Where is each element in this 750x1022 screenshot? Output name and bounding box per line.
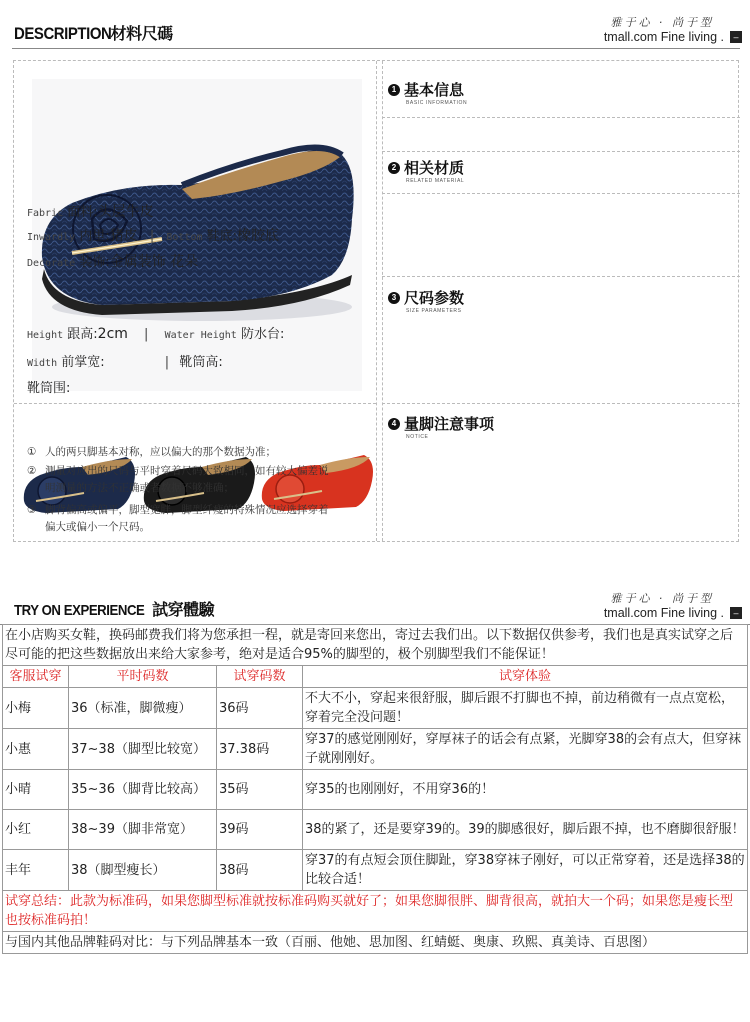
tester-name: 小梅: [3, 688, 69, 729]
experience: 穿37的有点短会顶住脚趾，穿38穿袜子刚好，可以正常穿着，还是选择38的比较合适！: [303, 850, 748, 891]
col-header: 平时码数: [69, 666, 217, 688]
tester-name: 小红: [3, 810, 69, 850]
table-row: [3, 729, 748, 770]
compare-text: 与国内其他品牌鞋码对比：与下列品牌基本一致（百丽、他她、思加图、红蜻蜓、奥康、玖熙、真美诗、百思图）: [3, 932, 748, 954]
inward-bottom-line: Inwardly 内里:猪皮 | Bottom 鞋底:橡胶底: [27, 228, 280, 244]
brand-url: tmall.com Fine living .: [603, 30, 724, 44]
basic-info-title: 基本信息: [404, 81, 465, 99]
tried-size: 39码: [217, 810, 303, 850]
tried-size: 38码: [217, 850, 303, 891]
usual-size: 38~39（脚非常宽）: [69, 810, 217, 850]
notice-title: 量脚注意事项: [404, 415, 495, 433]
table-intro-row: [3, 625, 748, 666]
usual-size: 35~36（脚背比较高）: [69, 770, 217, 810]
description-header: [0, 2, 750, 48]
summary-text: 试穿总结：此款为标准码，如果您脚型标准就按标准码购买就好了；如果您脚很胖、脚背很高，就拍大一个码；如果您是瘦长型也按标准码拍！: [3, 891, 748, 932]
col-header: 客服试穿: [3, 666, 69, 688]
table-header-row: [3, 666, 748, 688]
decorate-line: Decorate 装饰:金属装饰 花朵: [27, 254, 199, 270]
try-on-header: [0, 578, 750, 624]
table-row: [3, 810, 748, 850]
notice-item-3: ③ 脚背偏高或偏平，脚型宽胖，脚型纤瘦的特殊情况应选择穿着 偏大或偏小一个尺码。: [27, 504, 329, 533]
collapse-icon[interactable]: –: [730, 31, 742, 43]
usual-size: 37~38（脚型比较宽）: [69, 729, 217, 770]
brand-mark: [604, 14, 742, 44]
try-on-title: TRY ON EXPERIENCE 試穿體驗: [14, 602, 215, 619]
notice-section: 4 量脚注意事项 NOTICE: [388, 413, 738, 440]
table-intro: 在小店购买女鞋，换码邮费我们将为您承担一程，就是寄回来您出，寄过去我们出。以下数据仅供参考，我们也是真实试穿之后尽可能的把这些数据放出来给大家参考，绝对是适合95%的脚型的，极个别脚型我们不能保证！: [3, 625, 748, 666]
try-on-table: [2, 624, 748, 954]
size-section: 3 尺码参数 SIZE PARAMETERS: [388, 287, 738, 314]
material-title: 相关材质: [404, 159, 465, 177]
description-title: DESCRIPTION 材料尺碼: [14, 24, 173, 43]
tube-circ-line: 靴筒围:: [27, 381, 71, 396]
table-row: [3, 850, 748, 891]
height-line: Height 跟高:2cm | Water Height 防水台:: [27, 326, 285, 342]
col-header: 试穿码数: [217, 666, 303, 688]
table-row: [3, 770, 748, 810]
number-1-icon: 1: [388, 84, 400, 96]
experience: 38的紧了，还是要穿39的。39的脚感很好，脚后跟不掉，也不磨脚很舒服！: [303, 810, 748, 850]
usual-size: 38（脚型瘦长）: [69, 850, 217, 891]
header-rule: [12, 48, 740, 49]
tried-size: 37.38码: [217, 729, 303, 770]
fabric-line: Fabric 面料:头层牛皮: [27, 204, 154, 220]
notice-item-1: ① 人的两只脚基本对称，应以偏大的那个数据为准；: [27, 446, 276, 458]
tester-name: 小晴: [3, 770, 69, 810]
material-section: 2 相关材质 RELATED MATERIAL: [388, 157, 738, 184]
number-3-icon: 3: [388, 292, 400, 304]
tester-name: 丰年: [3, 850, 69, 891]
experience: 穿37的感觉刚刚好，穿厚袜子的话会有点紧，光脚穿38的会有点大，但穿袜子就刚刚好。: [303, 729, 748, 770]
brand-slogan: 雅于心 · 尚于型: [610, 16, 714, 29]
number-2-icon: 2: [388, 162, 400, 174]
table-row: [3, 688, 748, 729]
compare-row: [3, 932, 748, 954]
basic-info-section: 1 基本信息 BASIC INFORMATION: [388, 79, 738, 106]
usual-size: 36（标准，脚微瘦）: [69, 688, 217, 729]
brand-mark-2: 雅于心 · 尚于型 tmall.com Fine living . –: [604, 590, 742, 620]
number-4-icon: 4: [388, 418, 400, 430]
width-line: Width 前掌宽: | 靴筒高:: [27, 355, 223, 370]
notice-item-2: ② 测量对应出的尺码与平时穿着尺码大致相同，如有较大偏差说 明测量的方法不正确或者数据不够准确；: [27, 465, 329, 494]
experience: 不大不小，穿起来很舒服，脚后跟不打脚也不掉，前边稍微有一点点宽松，穿着完全没问题！: [303, 688, 748, 729]
size-title: 尺码参数: [404, 289, 465, 307]
summary-row: [3, 891, 748, 932]
description-panel: [13, 60, 739, 542]
collapse-icon[interactable]: –: [730, 607, 742, 619]
tester-name: 小惠: [3, 729, 69, 770]
experience: 穿35的也刚刚好，不用穿36的！: [303, 770, 748, 810]
tried-size: 36码: [217, 688, 303, 729]
col-header: 试穿体验: [303, 666, 748, 688]
tried-size: 35码: [217, 770, 303, 810]
